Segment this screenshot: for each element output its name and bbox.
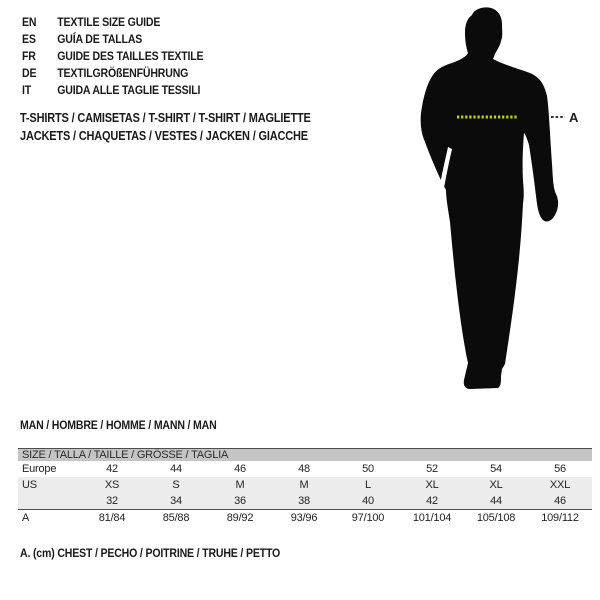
table-cell: 44: [170, 463, 182, 475]
section-heading-man: MAN / HOMBRE / HOMME / MANN / MAN: [20, 418, 217, 432]
size-table-header: SIZE / TALLA / TAILLE / GRÖSSE / TAGLIA: [18, 448, 592, 461]
size-table: [18, 448, 592, 525]
row-label: [18, 493, 80, 509]
table-cell: 89/92: [226, 512, 254, 524]
language-row: [22, 48, 203, 65]
language-row: [22, 31, 203, 48]
table-cell: XL: [489, 479, 503, 491]
table-cell: 81/84: [98, 512, 126, 524]
table-cell: 34: [170, 495, 182, 507]
table-cell: 44: [490, 495, 502, 507]
man-silhouette-figure: [410, 6, 600, 392]
language-title: GUIDA ALLE TAGLIE TESSILI: [57, 83, 201, 97]
language-code: FR: [22, 49, 36, 63]
language-title: TEXTILGRÖßENFÜHRUNG: [57, 66, 189, 80]
table-cell: L: [365, 479, 371, 491]
table-cell: S: [172, 479, 180, 491]
table-cell: 101/104: [412, 512, 452, 524]
language-code: IT: [22, 83, 32, 97]
table-cell: 56: [554, 463, 566, 475]
table-cell: 52: [426, 463, 438, 475]
garment-categories: [20, 109, 311, 145]
table-cell: 54: [490, 463, 502, 475]
table-cell: 42: [106, 463, 118, 475]
table-cell: M: [299, 479, 309, 491]
table-cell: 40: [362, 495, 374, 507]
row-label: US: [22, 479, 37, 491]
table-cell: 36: [234, 495, 246, 507]
table-cell: 50: [362, 463, 374, 475]
language-code: EN: [22, 15, 37, 29]
table-row-us: [18, 477, 592, 493]
table-cell: 46: [234, 463, 246, 475]
table-cell: 85/88: [162, 512, 190, 524]
language-list: [22, 14, 203, 99]
measurement-label-a: A: [569, 110, 579, 125]
table-cell: XL: [425, 479, 439, 491]
language-title: GUIDE DES TAILLES TEXTILE: [57, 49, 204, 63]
table-row-numeric: [18, 493, 592, 509]
table-row-chest-cm: [18, 509, 592, 525]
table-cell: 42: [426, 495, 438, 507]
table-cell: 97/100: [351, 512, 385, 524]
table-cell: 46: [554, 495, 566, 507]
table-cell: XXL: [549, 479, 571, 491]
row-label: A: [22, 512, 30, 524]
man-silhouette: [421, 7, 558, 389]
language-row: [22, 65, 203, 82]
language-title: GUÍA DE TALLAS: [57, 32, 143, 46]
table-cell: 105/108: [476, 512, 516, 524]
language-row: [22, 82, 203, 99]
category-line-jackets: JACKETS / CHAQUETAS / VESTES / JACKEN / GIACCHE: [20, 129, 308, 143]
table-cell: XS: [104, 479, 120, 491]
table-cell: 32: [106, 495, 118, 507]
language-code: DE: [22, 66, 37, 80]
measurement-footnote: A. (cm) CHEST / PECHO / POITRINE / TRUHE / PETTO: [20, 546, 281, 560]
table-cell: 109/112: [541, 512, 579, 524]
table-cell: 93/96: [290, 512, 318, 524]
table-cell: 38: [298, 495, 310, 507]
category-line-tshirts: T-SHIRTS / CAMISETAS / T-SHIRT / T-SHIRT / MAGLIETTE: [20, 111, 311, 125]
language-row: [22, 14, 203, 31]
language-title: TEXTILE SIZE GUIDE: [57, 15, 161, 29]
table-cell: 48: [298, 463, 310, 475]
table-row-europe: [18, 461, 592, 477]
language-code: ES: [22, 32, 36, 46]
row-label: Europe: [22, 463, 57, 475]
table-cell: M: [235, 479, 245, 491]
